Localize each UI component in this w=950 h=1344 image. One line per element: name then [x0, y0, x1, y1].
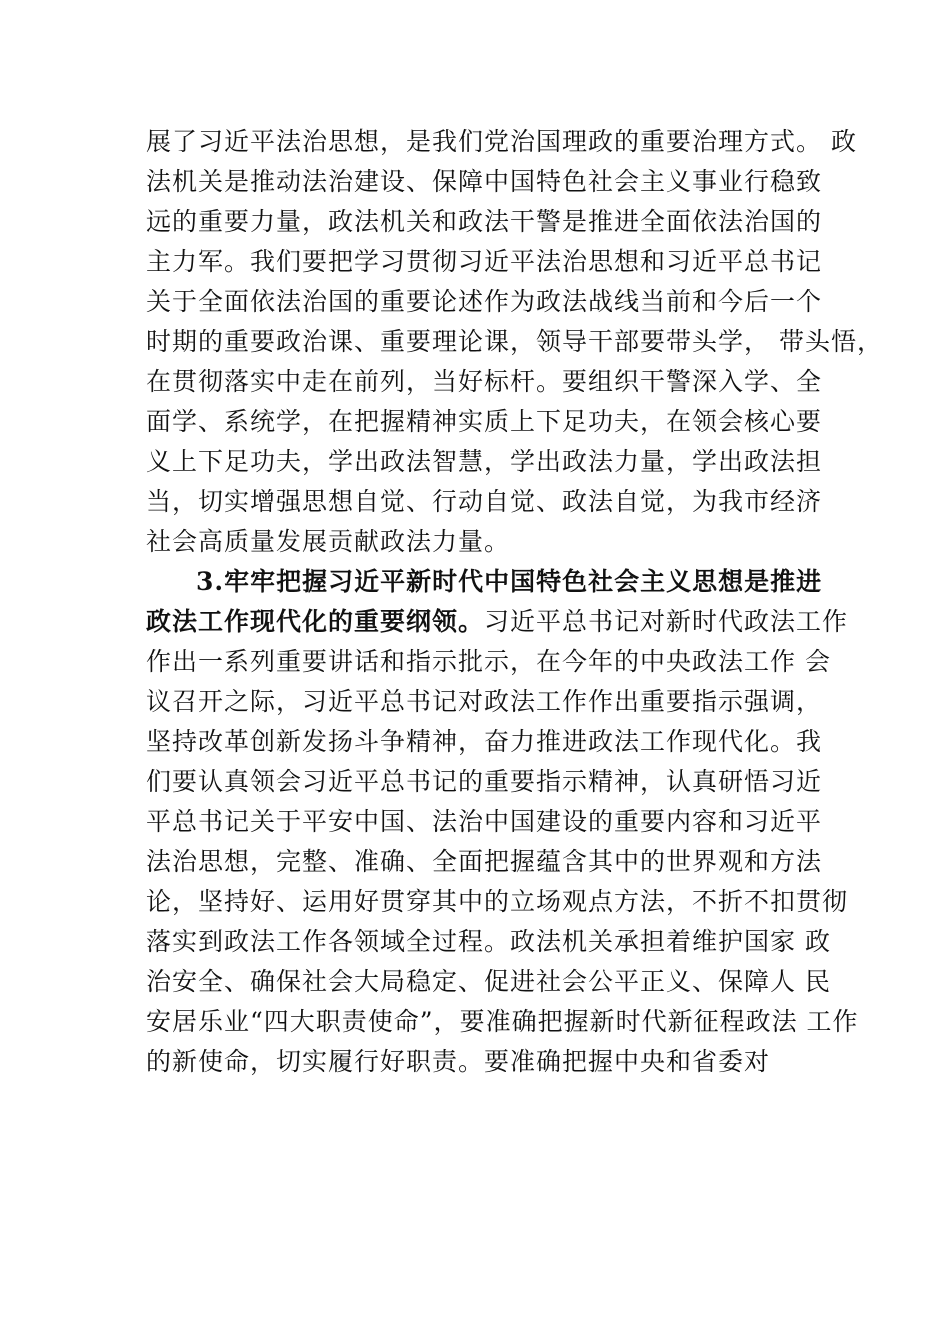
text-line: 治安全、确保社会大局稳定、促进社会公平正义、保障人 民 — [146, 967, 831, 996]
text-line: 议召开之际，习近平总书记对政法工作作出重要指示强调， — [146, 687, 823, 716]
text-line: 们要认真领会习近平总书记的重要指示精神，认真研悟习近 — [146, 767, 823, 796]
text-line: 论，坚持好、运用好贯穿其中的立场观点方法，不折不扣贯彻 — [146, 887, 849, 916]
text-line: 社会高质量发展贡献政法力量。 — [146, 527, 511, 556]
body-text — [146, 122, 883, 1082]
text-line: 时期的重要政治课、重要理论课，领导干部要带头学， 带头悟， — [146, 327, 883, 356]
text-line: 法机关是推动法治建设、保障中国特色社会主义事业行稳致 — [146, 167, 823, 196]
text-line: 在贯彻落实中走在前列，当好标杆。要组织干警深入学、全 — [146, 367, 823, 396]
text-line: 展了习近平法治思想，是我们党治国理政的重要治理方式。 政 — [146, 127, 857, 156]
text-line: 当，切实增强思想自觉、行动自觉、政法自觉，为我市经济 — [146, 487, 823, 516]
text-line: 落实到政法工作各领域全过程。政法机关承担着维护国家 政 — [146, 927, 831, 956]
text-line: 远的重要力量，政法机关和政法干警是推进全面依法治国的 — [146, 207, 823, 236]
text-line: 作出一系列重要讲话和指示批示，在今年的中央政法工作 会 — [146, 647, 831, 676]
section-heading: 3.牢牢把握习近平新时代中国特色社会主义思想是推进 — [196, 567, 823, 596]
paragraph-2 — [146, 562, 859, 1082]
text-line — [146, 602, 849, 642]
text-line: 主力军。我们要把学习贯彻习近平法治思想和习近平总书记 — [146, 247, 823, 276]
text-line: 义上下足功夫，学出政法智慧，学出政法力量，学出政法担 — [146, 447, 823, 476]
text-line: 的新使命，切实履行好职责。要准确把握中央和省委对 — [146, 1047, 771, 1076]
text-line: 法治思想，完整、准确、全面把握蕴含其中的世界观和方法 — [146, 847, 823, 876]
section-heading-continued: 政法工作现代化的重要纲领。 — [146, 607, 485, 636]
text-line: 安居乐业“四大职责使命”，要准确把握新时代新征程政法 工作 — [146, 1007, 859, 1036]
text-line: 平总书记关于平安中国、法治中国建设的重要内容和习近平 — [146, 807, 823, 836]
text-line: 坚持改革创新发扬斗争精神，奋力推进政法工作现代化。我 — [146, 727, 823, 756]
text-line: 面学、系统学，在把握精神实质上下足功夫，在领会核心要 — [146, 407, 823, 436]
text-line: 关于全面依法治国的重要论述作为政法战线当前和今后一个 — [146, 287, 823, 316]
text-line-rest: 习近平总书记对新时代政法工作 — [484, 607, 849, 636]
paragraph-1 — [146, 122, 883, 562]
